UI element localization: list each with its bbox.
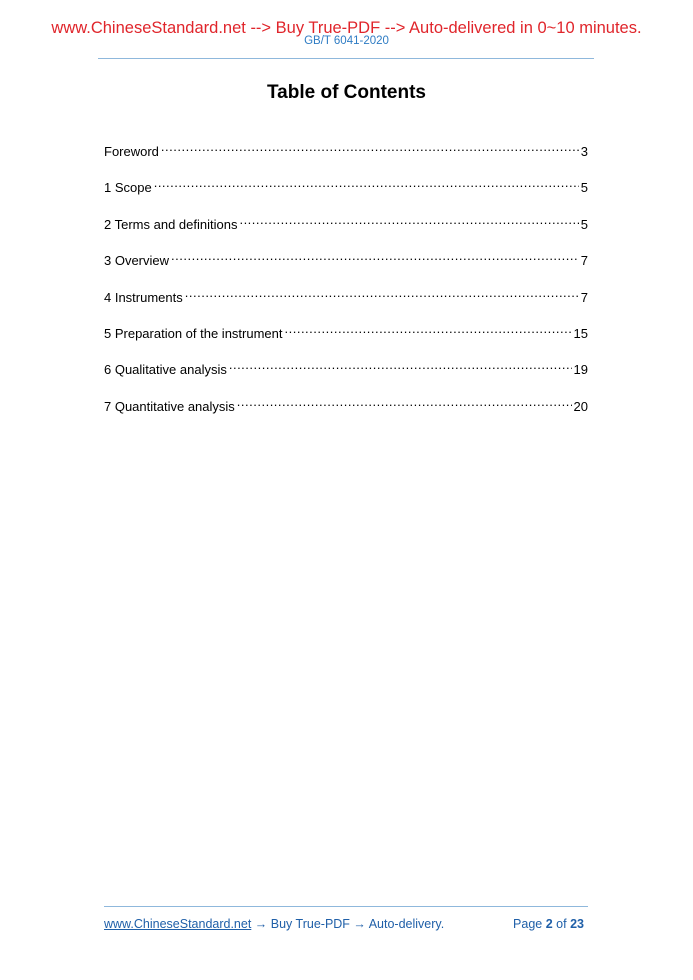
page-number <box>513 916 584 932</box>
footer-divider <box>104 906 588 907</box>
toc-dot-leader <box>154 174 579 192</box>
toc-entry-label: 4 Instruments <box>104 289 183 305</box>
toc-entry-preparation[interactable] <box>104 320 588 356</box>
toc-entry-page: 5 <box>580 180 588 196</box>
toc-dot-leader <box>185 284 579 302</box>
toc-entry-label: 3 Overview <box>104 253 170 269</box>
toc-entry-instruments[interactable] <box>104 284 588 320</box>
toc-entry-page: 20 <box>573 398 588 414</box>
page-total: 23 <box>570 917 584 931</box>
page-word: Page <box>513 917 543 931</box>
toc-dot-leader <box>285 320 572 338</box>
header-divider <box>98 58 594 59</box>
standard-code: GB/T 6041-2020 <box>304 35 389 47</box>
toc-entry-page: 7 <box>580 253 588 269</box>
footer-tagline: → Buy True-PDF → Auto-delivery. <box>251 917 445 931</box>
toc-entry-terms[interactable] <box>104 211 588 247</box>
page-current: 2 <box>545 917 553 931</box>
toc-entry-scope[interactable] <box>104 174 588 210</box>
promo-banner[interactable]: www.ChineseStandard.net --> Buy True-PDF --> Auto-delivered in 0~10 minutes. <box>51 19 642 37</box>
toc-entry-label: Foreword <box>104 144 159 159</box>
toc-entry-label: 6 Qualitative analysis <box>104 362 227 378</box>
toc-entry-label: 5 Preparation of the instrument <box>104 325 283 341</box>
toc-entry-label: 1 Scope <box>104 180 152 196</box>
table-of-contents <box>104 138 588 429</box>
page-of: of <box>556 917 567 931</box>
toc-dot-leader <box>229 356 572 374</box>
toc-entry-overview[interactable] <box>104 247 588 283</box>
toc-entry-qualitative[interactable] <box>104 356 588 392</box>
toc-dot-leader <box>171 247 579 265</box>
toc-title: Table of Contents <box>266 82 427 103</box>
toc-entry-foreword[interactable] <box>104 138 588 174</box>
toc-entry-quantitative[interactable] <box>104 393 588 429</box>
footer-site-link[interactable]: www.ChineseStandard.net <box>104 917 252 931</box>
toc-entry-page: 3 <box>580 144 588 159</box>
footer-promo <box>104 916 444 932</box>
toc-entry-page: 15 <box>573 325 588 341</box>
toc-dot-leader <box>239 211 578 229</box>
toc-dot-leader <box>161 138 579 156</box>
toc-entry-page: 7 <box>580 289 588 305</box>
toc-dot-leader <box>237 393 572 411</box>
toc-entry-label: 7 Quantitative analysis <box>104 398 235 414</box>
toc-entry-page: 19 <box>573 362 588 378</box>
toc-entry-label: 2 Terms and definitions <box>104 216 238 232</box>
toc-entry-page: 5 <box>580 216 588 232</box>
